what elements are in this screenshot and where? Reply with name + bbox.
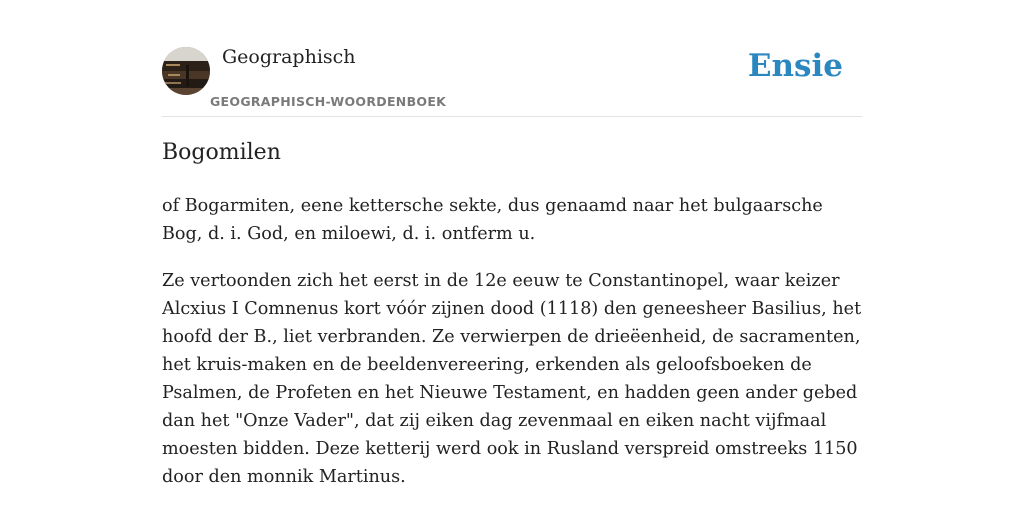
book-spines-icon (162, 47, 210, 95)
source-header (162, 0, 862, 117)
entry-content (162, 192, 866, 510)
page (162, 0, 862, 487)
source-subtitle-link[interactable]: GEOGRAPHISCH-WOORDENBOEK (210, 94, 447, 109)
ensie-logo-link[interactable]: Ensie (747, 48, 843, 84)
entry-paragraph: of Bogarmiten, eene kettersche sekte, dus genaamd naar het bulgaarsche Bog, d. i. God, en miloewi, d. i. ontferm u. (162, 196, 823, 244)
source-title-link[interactable]: Geographisch (222, 46, 356, 68)
entry-title: Bogomilen (162, 140, 281, 165)
source-avatar[interactable] (162, 47, 210, 95)
entry-paragraph: Ze vertoonden zich het eerst in de 12e eeuw te Constantinopel, waar keizer Alcxius I Comnenus kort vóór zijnen dood (1118) den geneesheer Basilius, het hoofd der B., liet verbranden. Ze verwierpen de drieëenheid, de sacramenten, het kruis-maken en de beeldenvereering, erkenden als geloofsboeken de Psalmen, de Profeten en het Nieuwe Testament, en hadden geen ander gebed dan het "Onze Vader", dat zij eiken dag zevenmaal en eiken nacht vijfmaal moesten bidden. Deze ketterij werd ook in Rusland verspreid omstreeks 1150 door den monnik Martinus. (162, 271, 862, 487)
